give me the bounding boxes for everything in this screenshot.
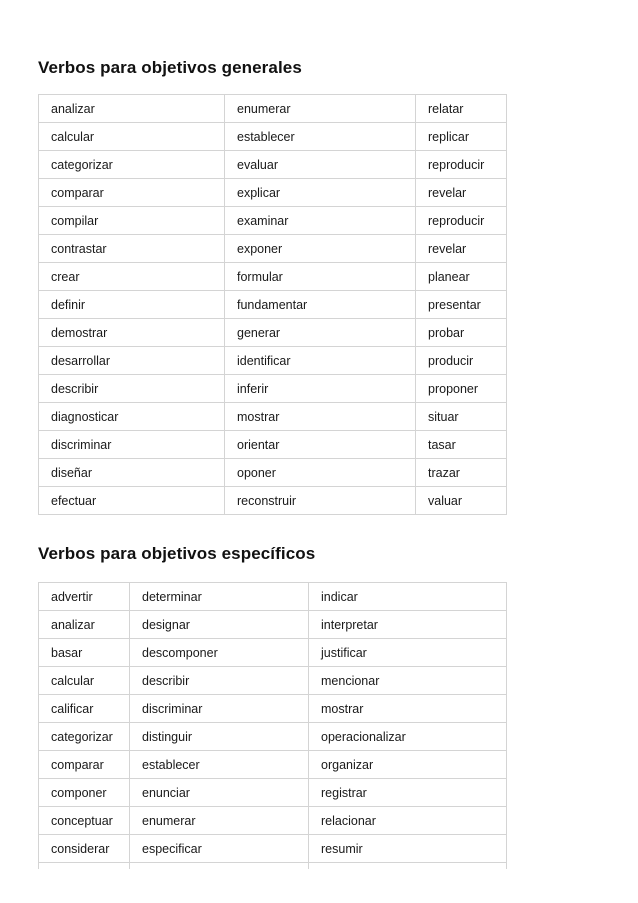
table-cell: trazar (416, 459, 507, 487)
table-cell: basar (39, 639, 130, 667)
table-cell: reproducir (416, 151, 507, 179)
table-cell: enumerar (225, 95, 416, 123)
table-cell: crear (39, 263, 225, 291)
table-cell: exponer (225, 235, 416, 263)
table-cell: conceptuar (39, 807, 130, 835)
table-row (39, 807, 507, 835)
table-cell: calificar (39, 695, 130, 723)
table-cell: describir (39, 375, 225, 403)
table-row (39, 431, 507, 459)
table-row (39, 459, 507, 487)
table-cell: organizar (309, 751, 507, 779)
table-cell: tasar (416, 431, 507, 459)
table-cell: probar (416, 319, 507, 347)
table-cell: mostrar (225, 403, 416, 431)
table-cell: fundamentar (225, 291, 416, 319)
table-cell: revelar (416, 235, 507, 263)
table-cell: valuar (416, 487, 507, 515)
general-verbs-title: Verbos para objetivos generales (38, 58, 302, 77)
table-cell: relatar (416, 95, 507, 123)
table-cell: analizar (39, 95, 225, 123)
table-cell: generar (225, 319, 416, 347)
table-cell: producir (416, 347, 507, 375)
table-row (39, 263, 507, 291)
table-cell: calcular (39, 123, 225, 151)
table-row (39, 779, 507, 807)
specific-verbs-table (38, 582, 507, 869)
table-cell: diagnosticar (39, 403, 225, 431)
table-cell: desarrollar (39, 347, 225, 375)
table-cell: examinar (225, 207, 416, 235)
table-row (39, 695, 507, 723)
table-cell: componer (39, 779, 130, 807)
table-cell: justificar (309, 639, 507, 667)
table-row (39, 403, 507, 431)
table-cell: explicar (225, 179, 416, 207)
table-cell: relacionar (309, 807, 507, 835)
table-cell: establecer (225, 123, 416, 151)
table-cell: proponer (416, 375, 507, 403)
table-cell: operacionalizar (309, 723, 507, 751)
table-row (39, 487, 507, 515)
table-cell: compilar (39, 207, 225, 235)
table-cell: reconstruir (225, 487, 416, 515)
table-cell: indicar (309, 583, 507, 611)
table-row (39, 835, 507, 863)
table-cell (130, 863, 309, 870)
table-cell: evaluar (225, 151, 416, 179)
table-cell: enunciar (130, 779, 309, 807)
table-cell: determinar (130, 583, 309, 611)
table-cell: describir (130, 667, 309, 695)
table-row (39, 639, 507, 667)
specific-verbs-title: Verbos para objetivos específicos (38, 544, 316, 563)
table-cell: mencionar (309, 667, 507, 695)
table-cell: definir (39, 291, 225, 319)
table-cell: diseñar (39, 459, 225, 487)
table-row (39, 207, 507, 235)
table-cell: replicar (416, 123, 507, 151)
table-cell: efectuar (39, 487, 225, 515)
table-row (39, 235, 507, 263)
table-cell: descomponer (130, 639, 309, 667)
table-cell: revelar (416, 179, 507, 207)
table-cell: advertir (39, 583, 130, 611)
table-row (39, 723, 507, 751)
table-row (39, 667, 507, 695)
table-row (39, 319, 507, 347)
table-cell (39, 863, 130, 870)
table-cell: categorizar (39, 151, 225, 179)
table-row (39, 179, 507, 207)
table-row (39, 123, 507, 151)
table-cell: comparar (39, 751, 130, 779)
table-row (39, 375, 507, 403)
table-cell: orientar (225, 431, 416, 459)
table-cell: mostrar (309, 695, 507, 723)
table-cell: interpretar (309, 611, 507, 639)
table-cell: categorizar (39, 723, 130, 751)
table-row (39, 95, 507, 123)
table-cell: presentar (416, 291, 507, 319)
table-cell: establecer (130, 751, 309, 779)
table-cell: oponer (225, 459, 416, 487)
table-cell: comparar (39, 179, 225, 207)
table-cell: enumerar (130, 807, 309, 835)
table-cell: analizar (39, 611, 130, 639)
table-row (39, 751, 507, 779)
table-cell: especificar (130, 835, 309, 863)
table-cell: reproducir (416, 207, 507, 235)
table-cell: demostrar (39, 319, 225, 347)
table-cell: considerar (39, 835, 130, 863)
table-cell: situar (416, 403, 507, 431)
table-cell: identificar (225, 347, 416, 375)
table-row (39, 151, 507, 179)
table-cell: discriminar (39, 431, 225, 459)
table-row (39, 583, 507, 611)
table-cell: discriminar (130, 695, 309, 723)
table-row (39, 291, 507, 319)
general-verbs-table (38, 94, 507, 515)
table-row (39, 863, 507, 870)
table-cell (309, 863, 507, 870)
table-cell: registrar (309, 779, 507, 807)
table-row (39, 611, 507, 639)
table-row (39, 347, 507, 375)
table-cell: distinguir (130, 723, 309, 751)
table-cell: formular (225, 263, 416, 291)
table-cell: planear (416, 263, 507, 291)
table-cell: calcular (39, 667, 130, 695)
table-cell: contrastar (39, 235, 225, 263)
table-cell: resumir (309, 835, 507, 863)
table-cell: inferir (225, 375, 416, 403)
table-cell: designar (130, 611, 309, 639)
